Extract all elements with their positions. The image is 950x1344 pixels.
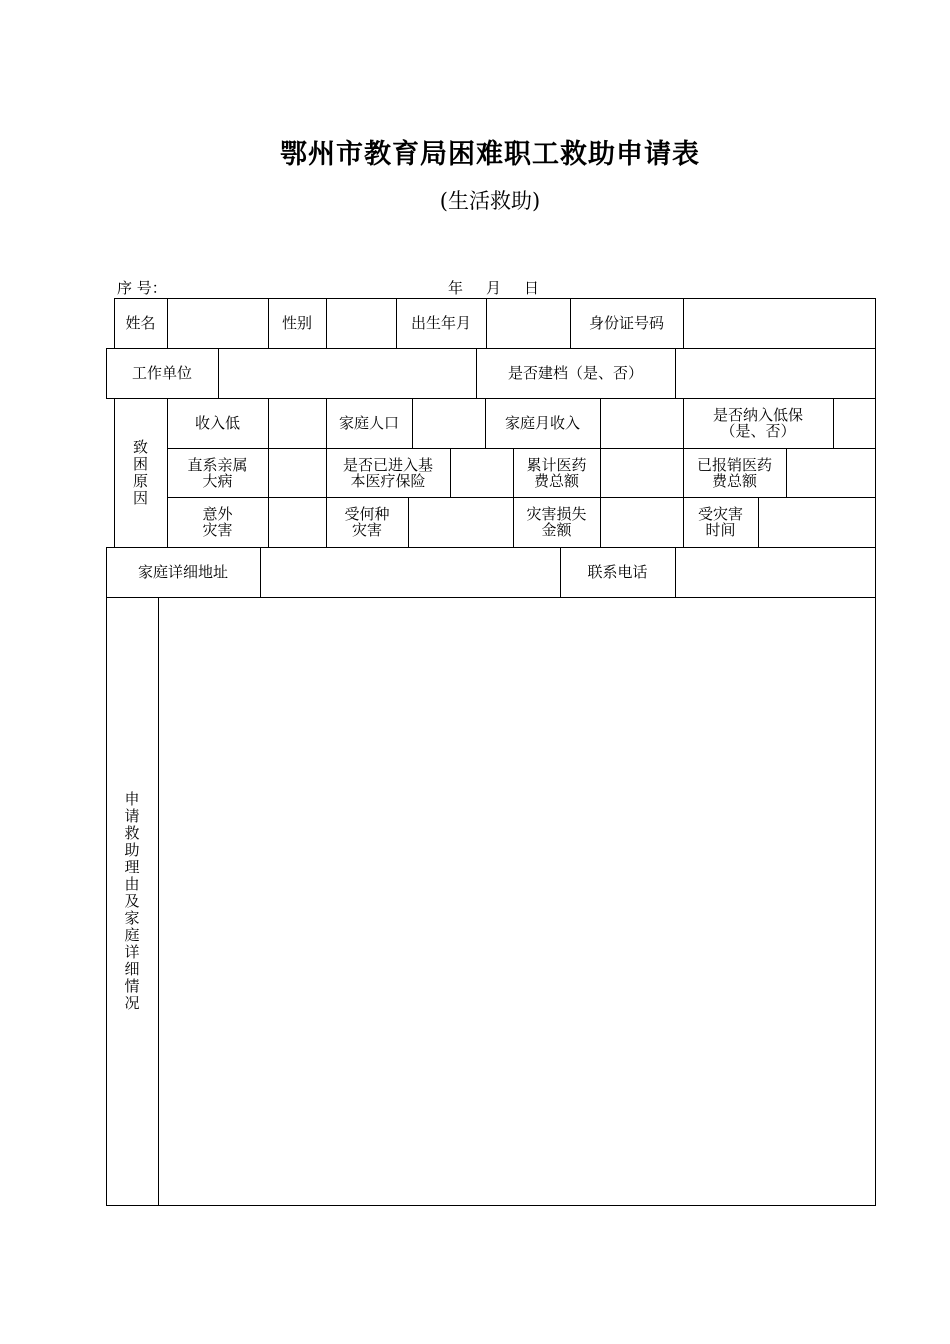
medical-insurance-field[interactable] [450, 448, 513, 497]
min-living-field[interactable] [833, 398, 875, 448]
date-day-label: 日 [524, 279, 540, 297]
disaster-type-field[interactable] [408, 497, 513, 547]
low-income-field[interactable] [268, 398, 326, 448]
employer-field[interactable] [218, 348, 476, 398]
date-month-label: 月 [486, 279, 502, 297]
family-size-label: 家庭人口 [338, 414, 399, 432]
page-subtitle: (生活救助) [439, 189, 541, 213]
reason-field[interactable] [158, 597, 875, 1205]
archived-field[interactable] [675, 348, 875, 398]
low-income-label: 收入低 [194, 414, 240, 432]
id-number-field[interactable] [683, 298, 875, 348]
address-field[interactable] [260, 547, 560, 597]
phone-label: 联系电话 [587, 563, 648, 581]
gender-field[interactable] [326, 298, 396, 348]
hardship-section-label: 致困原因 [132, 437, 148, 507]
relative-illness-field[interactable] [268, 448, 326, 497]
medical-total-field[interactable] [600, 448, 683, 497]
birth-field[interactable] [486, 298, 570, 348]
family-size-field[interactable] [412, 398, 485, 448]
serial-label: 序 号： [117, 279, 167, 297]
loss-amount-field[interactable] [600, 497, 683, 547]
page-title: 鄂州市教育局困难职工救助申请表 [280, 139, 700, 170]
disaster-time-field[interactable] [758, 497, 875, 547]
min-living-label: 是否纳入低保 （是、否） [712, 406, 803, 440]
relative-illness-label: 直系亲属 大病 [187, 455, 248, 490]
accident-label: 意外 灾害 [202, 505, 233, 539]
reimbursed-total-label: 已报销医药 费总额 [696, 455, 772, 490]
disaster-time-label: 受灾害 时间 [697, 505, 743, 539]
monthly-income-label: 家庭月收入 [504, 414, 580, 432]
id-number-label: 身份证号码 [588, 314, 664, 332]
archived-label: 是否建档（是、否） [507, 364, 643, 382]
reason-label: 申请救助理由及家庭详细情况 [124, 790, 140, 1012]
phone-field[interactable] [675, 547, 875, 597]
reimbursed-total-field[interactable] [786, 448, 875, 497]
employer-label: 工作单位 [131, 364, 192, 382]
gender-label: 性别 [281, 314, 312, 332]
name-field[interactable] [167, 298, 268, 348]
address-label: 家庭详细地址 [137, 563, 228, 581]
monthly-income-field[interactable] [600, 398, 683, 448]
medical-insurance-label: 是否已进入基 本医疗保险 [342, 455, 433, 490]
medical-total-label: 累计医药 费总额 [526, 455, 587, 490]
disaster-type-label: 受何种 灾害 [344, 505, 390, 539]
birth-label: 出生年月 [410, 314, 471, 332]
date-year-label: 年 [448, 279, 464, 297]
loss-amount-label: 灾害损失 金额 [526, 505, 587, 539]
accident-field[interactable] [268, 497, 326, 547]
name-label: 姓名 [125, 314, 156, 332]
